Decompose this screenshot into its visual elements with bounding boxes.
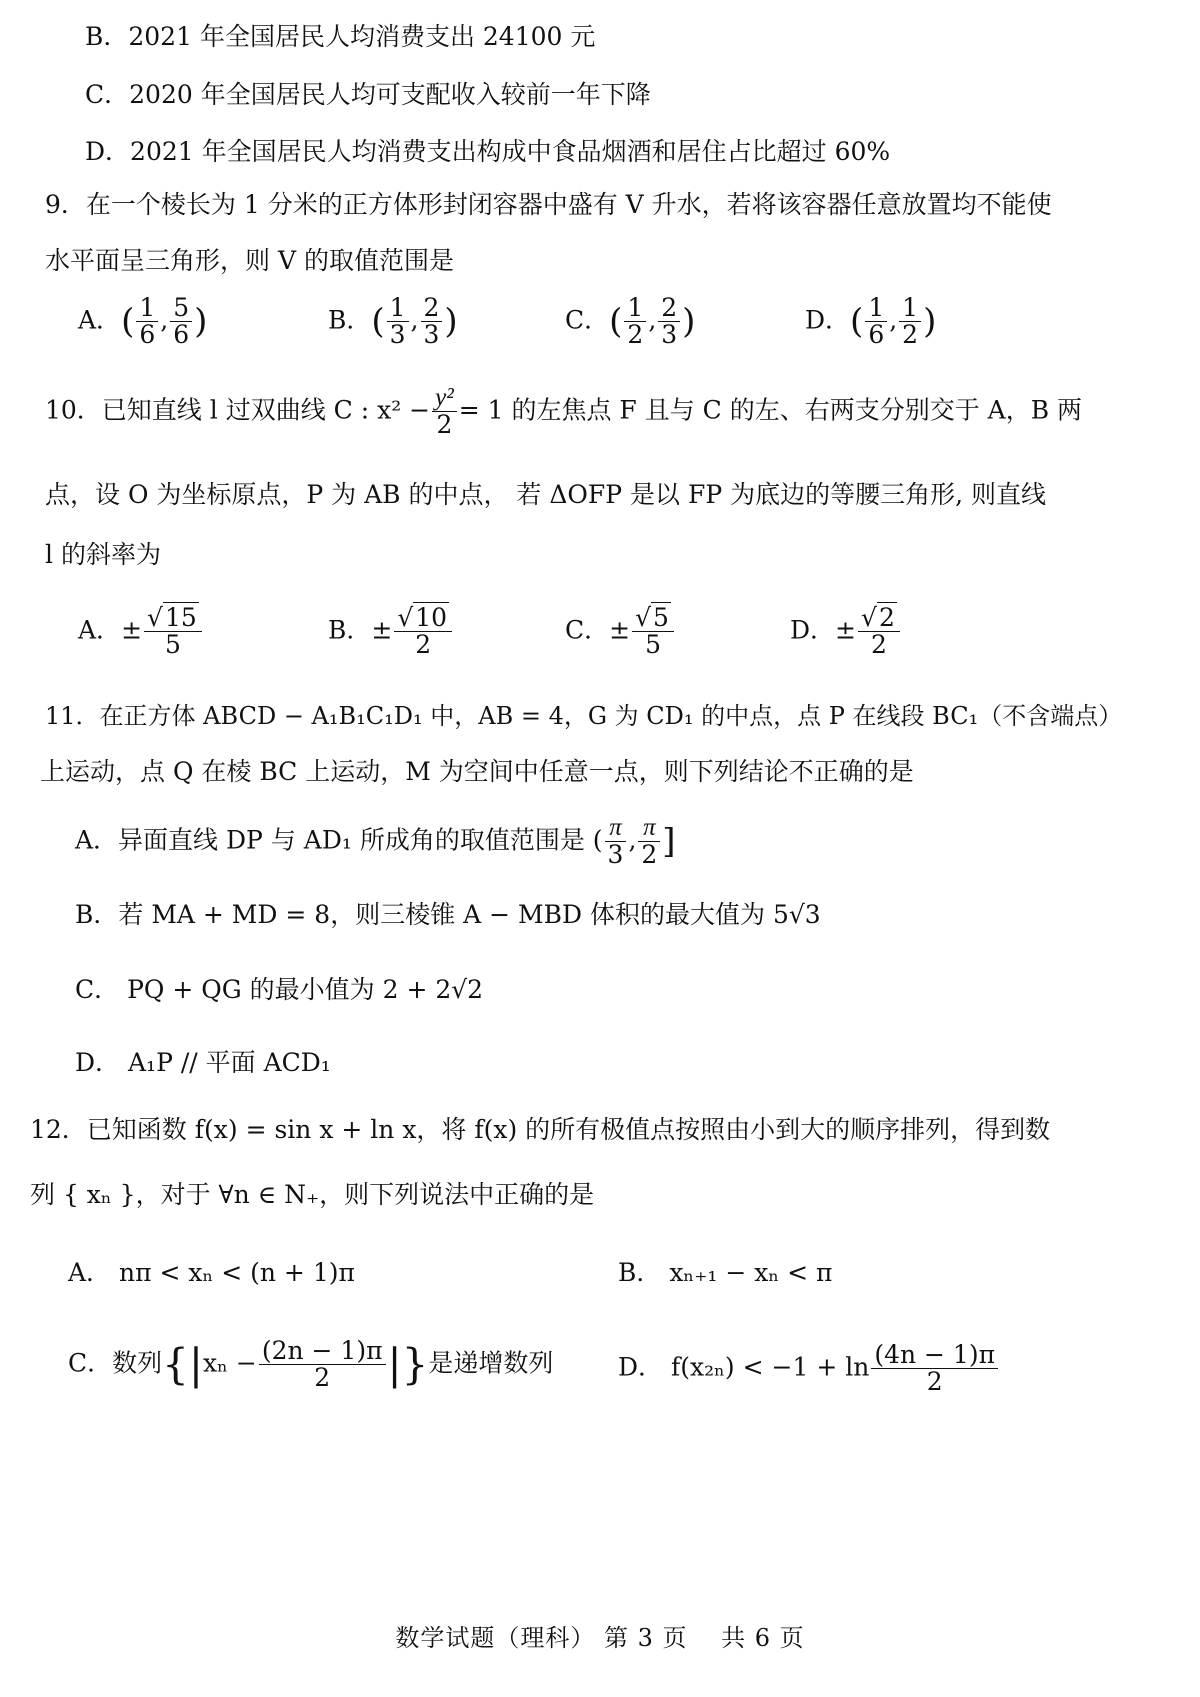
- q11-stem-line2: 上运动，点 Q 在棱 BC 上运动，M 为空间中任意一点，则下列结论不正确的是: [40, 757, 914, 786]
- q12-stem-line2: 列 { xₙ }，对于 ∀n ∈ N₊，则下列说法中正确的是: [30, 1180, 595, 1209]
- q9-option-b: B．( $\frac{1}{3}$ , $\frac{2}{3}$ ): [328, 293, 458, 350]
- q8-option-d: D．2021 年全国居民人均消费支出构成中食品烟酒和居住占比超过 60%: [85, 137, 891, 166]
- q10-option-a: A．± $\frac{√15}{5}$: [78, 605, 204, 659]
- q12-option-c: C．数列{|xₙ − $\frac{(2n - 1)\pi}{2}$ |}是递增数列: [68, 1336, 554, 1393]
- q10-option-c: C．± $\frac{√5}{5}$: [565, 605, 676, 659]
- q9-option-a: A．( $\frac{1}{6}$ , $\frac{5}{6}$ ): [78, 293, 208, 350]
- q8-option-b: B．2021 年全国居民人均消费支出 24100 元: [85, 22, 596, 51]
- q11-stem-line1: 11．在正方体 ABCD − A₁B₁C₁D₁ 中，AB = 4，G 为 CD₁ 的中点，点 P 在线段 BC₁（不含端点）: [45, 702, 1123, 730]
- q11-option-d: D． A₁P // 平面 ACD₁: [75, 1048, 331, 1077]
- page-footer: 数学试题（理科） 第 3 页 共 6 页: [395, 1624, 805, 1652]
- q9-option-c: C．( $\frac{1}{2}$ , $\frac{2}{3}$ ): [565, 293, 696, 350]
- q12-option-a: A． nπ < xₙ < (n + 1)π: [68, 1258, 355, 1287]
- q11-option-a: A．异面直线 DP 与 AD₁ 所成角的取值范围是 ( $\frac{\pi}{3}$ , $\frac{\pi}{2}$ ]: [75, 814, 676, 870]
- q12-stem-line1: 12．已知函数 f(x) = sin x + ln x，将 f(x) 的所有极值点按照由小到大的顺序排列，得到数: [30, 1115, 1051, 1144]
- q9-option-d: D．( $\frac{1}{6}$ , $\frac{1}{2}$ ): [805, 293, 937, 350]
- q9-stem-line2: 水平面呈三角形，则 V 的取值范围是: [45, 246, 454, 275]
- q12-option-b: B． xₙ₊₁ − xₙ < π: [618, 1258, 833, 1287]
- q10-stem-line3: l 的斜率为: [45, 540, 161, 569]
- q8-option-c: C．2020 年全国居民人均可支配收入较前一年下降: [85, 80, 651, 109]
- q12-option-d: D． f(x₂ₙ) < −1 + ln $\frac{(4n - 1)\pi}{2}$: [618, 1342, 1000, 1396]
- q11-option-b: B．若 MA + MD = 8，则三棱锥 A − MBD 体积的最大值为 5√3: [75, 900, 821, 929]
- q10-option-b: B．± $\frac{√10}{2}$: [328, 605, 454, 659]
- q10-option-d: D．± $\frac{√2}{2}$: [790, 605, 902, 659]
- q10-stem-line1: 10．已知直线 l 过双曲线 C : x² − $\frac{\text{y²}}{2}$ = 1 的左焦点 F 且与 C 的左、右两支分别交于 A，B 两: [45, 384, 1083, 440]
- q9-stem-line1: 9．在一个棱长为 1 分米的正方体形封闭容器中盛有 V 升水，若将该容器任意放置均不能使: [45, 190, 1052, 219]
- q10-stem-line2: 点，设 O 为坐标原点，P 为 AB 的中点， 若 ΔOFP 是以 FP 为底边的等腰三角形, 则直线: [45, 480, 1046, 509]
- q11-option-c: C． PQ + QG 的最小值为 2 + 2√2: [75, 975, 484, 1004]
